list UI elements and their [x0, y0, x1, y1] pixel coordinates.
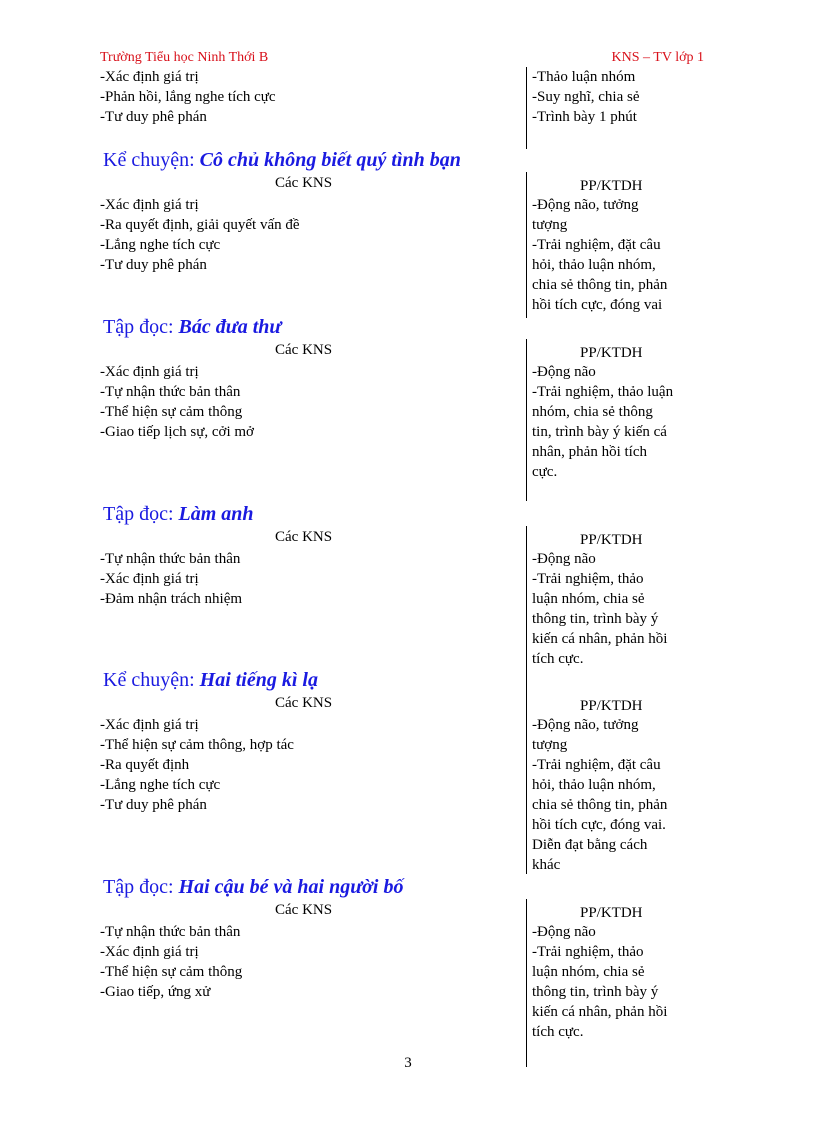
method-item: -Động não, tưởng: [532, 197, 639, 213]
column-divider: [526, 339, 527, 501]
kns-column-header: Các KNS: [275, 342, 333, 358]
section-type: Tập đọc:: [103, 503, 179, 525]
section-title: [103, 315, 281, 339]
section-title: [103, 875, 403, 899]
column-divider: [526, 692, 527, 874]
kns-item: -Đảm nhận trách nhiệm: [100, 591, 243, 607]
kns-item: -Xác định giá trị: [100, 944, 199, 960]
kns-item: -Tự nhận thức bản thân: [100, 551, 241, 567]
method-item: Diễn đạt bằng cách: [532, 837, 648, 853]
method-item: -Động não: [532, 364, 596, 380]
method-item: tượng: [532, 217, 568, 233]
section-name: Bác đưa thư: [178, 316, 282, 338]
kns-item: -Giao tiếp, ứng xử: [100, 984, 211, 1000]
section-title: [103, 502, 254, 526]
kns-item: -Xác định giá trị: [100, 717, 199, 733]
kns-column-header: Các KNS: [275, 695, 333, 711]
method-item: hỏi, thảo luận nhóm,: [532, 257, 656, 273]
kns-item: -Lắng nghe tích cực: [100, 777, 221, 793]
kns-item: -Tự nhận thức bản thân: [100, 924, 241, 940]
kns-item: -Thể hiện sự cảm thông, hợp tác: [100, 737, 294, 753]
kns-item: -Lắng nghe tích cực: [100, 237, 221, 253]
kns-item: -Xác định giá trị: [100, 69, 199, 85]
method-item: -Thảo luận nhóm: [532, 69, 636, 85]
method-item: -Động não, tưởng: [532, 717, 639, 733]
method-column-header: PP/KTDH: [580, 178, 643, 194]
method-item: kiến cá nhân, phản hồi: [532, 1004, 668, 1020]
method-item: tượng: [532, 737, 568, 753]
kns-item: -Tư duy phê phán: [100, 257, 207, 273]
section-type: Tập đọc:: [103, 316, 179, 338]
method-column-header: PP/KTDH: [580, 905, 643, 921]
method-item: cực.: [532, 464, 558, 480]
method-item: kiến cá nhân, phản hồi: [532, 631, 668, 647]
kns-item: -Tự nhận thức bản thân: [100, 384, 241, 400]
school-name: Trường Tiểu học Ninh Thới B: [100, 50, 269, 65]
kns-item: -Thể hiện sự cảm thông: [100, 964, 243, 980]
method-item: -Suy nghĩ, chia sẻ: [532, 89, 640, 105]
column-divider: [526, 172, 527, 318]
method-column-header: PP/KTDH: [580, 532, 643, 548]
method-item: -Động não: [532, 551, 596, 567]
method-column-header: PP/KTDH: [580, 698, 643, 714]
method-item: -Trải nghiệm, thảo: [532, 571, 644, 587]
kns-item: -Xác định giá trị: [100, 571, 199, 587]
section-name: Hai cậu bé và hai người bố: [178, 876, 404, 898]
kns-item: -Phản hồi, lắng nghe tích cực: [100, 89, 276, 105]
section-name: Hai tiếng kì lạ: [199, 669, 318, 691]
method-item: tích cực.: [532, 651, 584, 667]
page-number: 3: [404, 1055, 412, 1071]
method-item: nhân, phản hồi tích: [532, 444, 647, 460]
kns-item: -Thể hiện sự cảm thông: [100, 404, 243, 420]
kns-item: -Xác định giá trị: [100, 364, 199, 380]
column-divider: [526, 526, 527, 694]
method-item: chia sẻ thông tin, phản: [532, 277, 668, 293]
method-item: -Động não: [532, 924, 596, 940]
kns-column-header: Các KNS: [275, 175, 333, 191]
section-title: [103, 148, 461, 172]
method-item: tin, trình bày ý kiến cá: [532, 424, 667, 440]
kns-item: -Ra quyết định: [100, 757, 190, 773]
section-name: Làm anh: [178, 503, 254, 525]
section-type: Tập đọc:: [103, 876, 179, 898]
method-item: -Trải nghiệm, thảo: [532, 944, 644, 960]
section-type: Kể chuyện:: [103, 669, 200, 691]
method-item: hồi tích cực, đóng vai.: [532, 817, 666, 833]
method-item: luận nhóm, chia sẻ: [532, 591, 645, 607]
method-item: khác: [532, 857, 561, 873]
kns-column-header: Các KNS: [275, 902, 333, 918]
column-divider: [526, 899, 527, 1067]
kns-item: -Tư duy phê phán: [100, 797, 207, 813]
kns-item: -Xác định giá trị: [100, 197, 199, 213]
method-item: thông tin, trình bày ý: [532, 984, 659, 1000]
page-header: [100, 50, 704, 68]
kns-item: -Tư duy phê phán: [100, 109, 207, 125]
method-item: tích cực.: [532, 1024, 584, 1040]
subject-label: KNS – TV lớp 1: [611, 50, 704, 65]
method-item: nhóm, chia sẻ thông: [532, 404, 653, 420]
method-item: hỏi, thảo luận nhóm,: [532, 777, 656, 793]
method-item: hồi tích cực, đóng vai: [532, 297, 663, 313]
method-item: -Trải nghiệm, đặt câu: [532, 237, 661, 253]
section-type: Kể chuyện:: [103, 149, 200, 171]
section-name: Cô chủ không biết quý tình bạn: [199, 149, 461, 171]
column-divider: [526, 67, 527, 149]
method-item: chia sẻ thông tin, phản: [532, 797, 668, 813]
kns-column-header: Các KNS: [275, 529, 333, 545]
method-item: -Trình bày 1 phút: [532, 109, 637, 125]
method-column-header: PP/KTDH: [580, 345, 643, 361]
method-item: -Trải nghiệm, thảo luận: [532, 384, 674, 400]
method-item: thông tin, trình bày ý: [532, 611, 659, 627]
kns-item: -Giao tiếp lịch sự, cởi mở: [100, 424, 254, 440]
method-item: -Trải nghiệm, đặt câu: [532, 757, 661, 773]
kns-item: -Ra quyết định, giải quyết vấn đề: [100, 217, 300, 233]
section-title: [103, 668, 318, 692]
method-item: luận nhóm, chia sẻ: [532, 964, 645, 980]
